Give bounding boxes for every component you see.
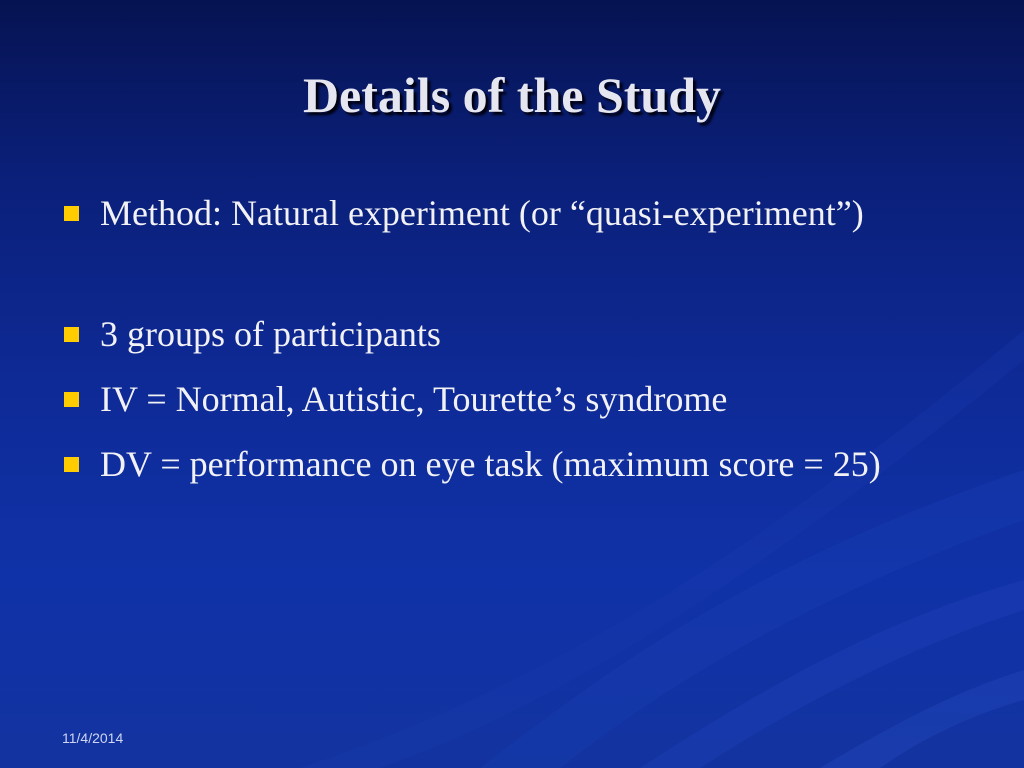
bullet-text: IV = Normal, Autistic, Tourette’s syndrome xyxy=(100,379,728,419)
square-bullet-icon xyxy=(64,392,79,407)
square-bullet-icon xyxy=(64,206,79,221)
slide-title: Details of the Study xyxy=(302,67,722,123)
bullet-list xyxy=(62,188,982,504)
bullet-text: 3 groups of participants xyxy=(100,314,441,354)
bullet-text: Method: Natural experiment (or “quasi-experiment”) xyxy=(100,193,864,233)
bullet-text: DV = performance on eye task (maximum score = 25) xyxy=(100,444,881,484)
square-bullet-icon xyxy=(64,457,79,472)
bullet-item-method xyxy=(62,188,982,239)
slide-date: 11/4/2014 xyxy=(62,730,124,746)
bullet-item-dv xyxy=(62,439,982,490)
square-bullet-icon xyxy=(64,327,79,342)
bullet-item-iv xyxy=(62,374,982,425)
bullet-item-groups xyxy=(62,309,982,360)
